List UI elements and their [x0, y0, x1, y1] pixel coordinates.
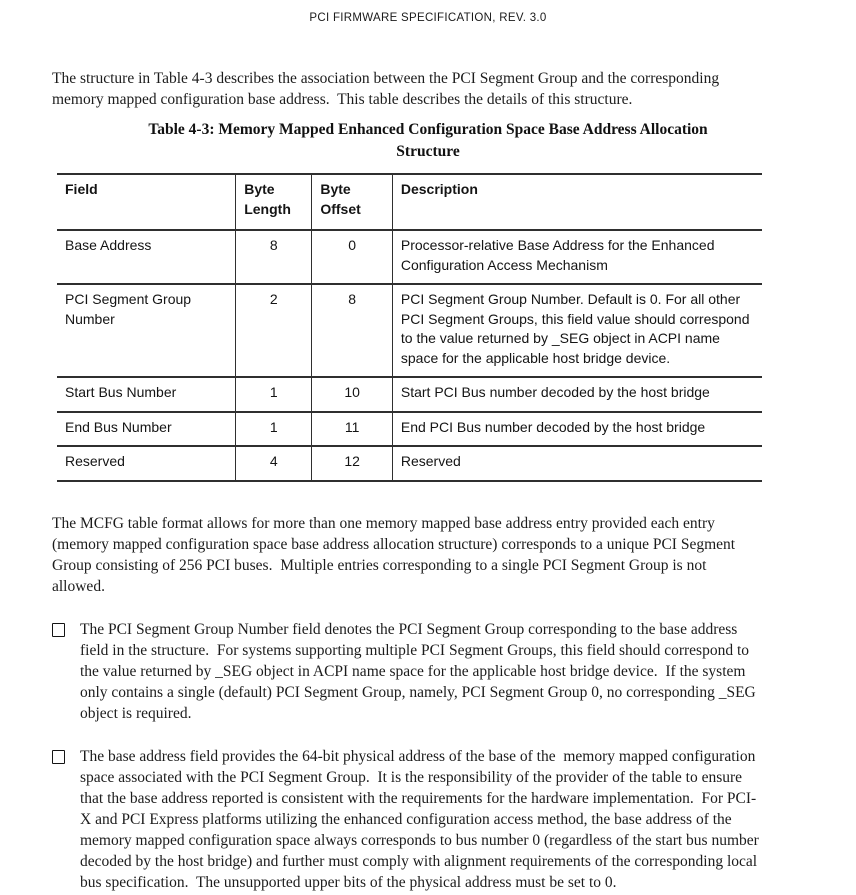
cell-byte-length: 2	[236, 284, 312, 377]
table-header-row	[57, 174, 762, 230]
intro-paragraph: The structure in Table 4-3 describes the association between the PCI Segment Group and the corresponding memory mapped configuration base address. This table describes the details of this structure.	[52, 70, 723, 108]
table-caption-line1: Table 4-3: Memory Mapped Enhanced Configuration Space Base Address Allocation	[148, 121, 708, 138]
checkbox-bullet-icon	[52, 750, 65, 764]
bullet-text: The base address field provides the 64-bit physical address of the base of the memory mapped configuration space associated with the PCI Segment Group. It is the responsibility of the provider of the table to ensure that the base address reported is consistent with the requirements for the hardware implementation. For PCI-X and PCI Express platforms utilizing the enhanced configuration access method, the base address of the memory mapped configuration space always corresponds to bus number 0 (regardless of the start bus number decoded by the host bridge) and further must comply with alignment requirements of the corresponding local bus specification. The unsupported upper bits of the physical address must be set to 0.	[80, 747, 763, 891]
allocation-structure-table	[57, 173, 762, 482]
cell-byte-length: 1	[236, 377, 312, 412]
checkbox-bullet-icon	[52, 623, 65, 637]
cell-description: End PCI Bus number decoded by the host bridge	[392, 412, 762, 447]
table-caption	[0, 119, 856, 163]
table-row	[57, 446, 762, 481]
column-header-byte-length: Byte Length	[236, 174, 312, 230]
table-row	[57, 230, 762, 284]
list-item	[52, 746, 764, 893]
cell-field: Base Address	[57, 230, 236, 284]
cell-byte-offset: 8	[312, 284, 393, 377]
cell-byte-offset: 0	[312, 230, 393, 284]
mcfg-paragraph: The MCFG table format allows for more than one memory mapped base address entry provided each entry (memory mapped configuration space base address allocation structure) corresponds to a unique PCI Segment Group consisting of 256 PCI buses. Multiple entries corresponding to a single PCI Segment Group is not allowed.	[52, 514, 739, 595]
cell-byte-length: 4	[236, 446, 312, 481]
list-item	[52, 619, 764, 724]
cell-byte-offset: 11	[312, 412, 393, 447]
cell-field: Start Bus Number	[57, 377, 236, 412]
column-header-description: Description	[392, 174, 762, 230]
cell-description: Reserved	[392, 446, 762, 481]
table-row	[57, 377, 762, 412]
cell-description: Processor-relative Base Address for the Enhanced Configuration Access Mechanism	[392, 230, 762, 284]
table-row	[57, 412, 762, 447]
cell-byte-length: 1	[236, 412, 312, 447]
cell-field: PCI Segment Group Number	[57, 284, 236, 377]
column-header-byte-offset: Byte Offset	[312, 174, 393, 230]
bullet-text: The PCI Segment Group Number field denotes the PCI Segment Group corresponding to the base address field in the structure. For systems supporting multiple PCI Segment Groups, this field should correspond to the value returned by _SEG object in ACPI name space for the applicable host bridge device. If the system only contains a single (default) PCI Segment Group, namely, PCI Segment Group 0, no corresponding _SEG object is required.	[80, 620, 760, 722]
table-caption-line2: Structure	[396, 143, 460, 160]
column-header-field: Field	[57, 174, 236, 230]
cell-field: Reserved	[57, 446, 236, 481]
cell-byte-offset: 10	[312, 377, 393, 412]
cell-byte-length: 8	[236, 230, 312, 284]
cell-byte-offset: 12	[312, 446, 393, 481]
cell-description: PCI Segment Group Number. Default is 0. For all other PCI Segment Groups, this field value should correspond to the value returned by _SEG object in ACPI name space for the applicable host bridge device.	[392, 284, 762, 377]
cell-description: Start PCI Bus number decoded by the host bridge	[392, 377, 762, 412]
table-row	[57, 284, 762, 377]
cell-field: End Bus Number	[57, 412, 236, 447]
running-header: PCI FIRMWARE SPECIFICATION, REV. 3.0	[309, 12, 547, 24]
